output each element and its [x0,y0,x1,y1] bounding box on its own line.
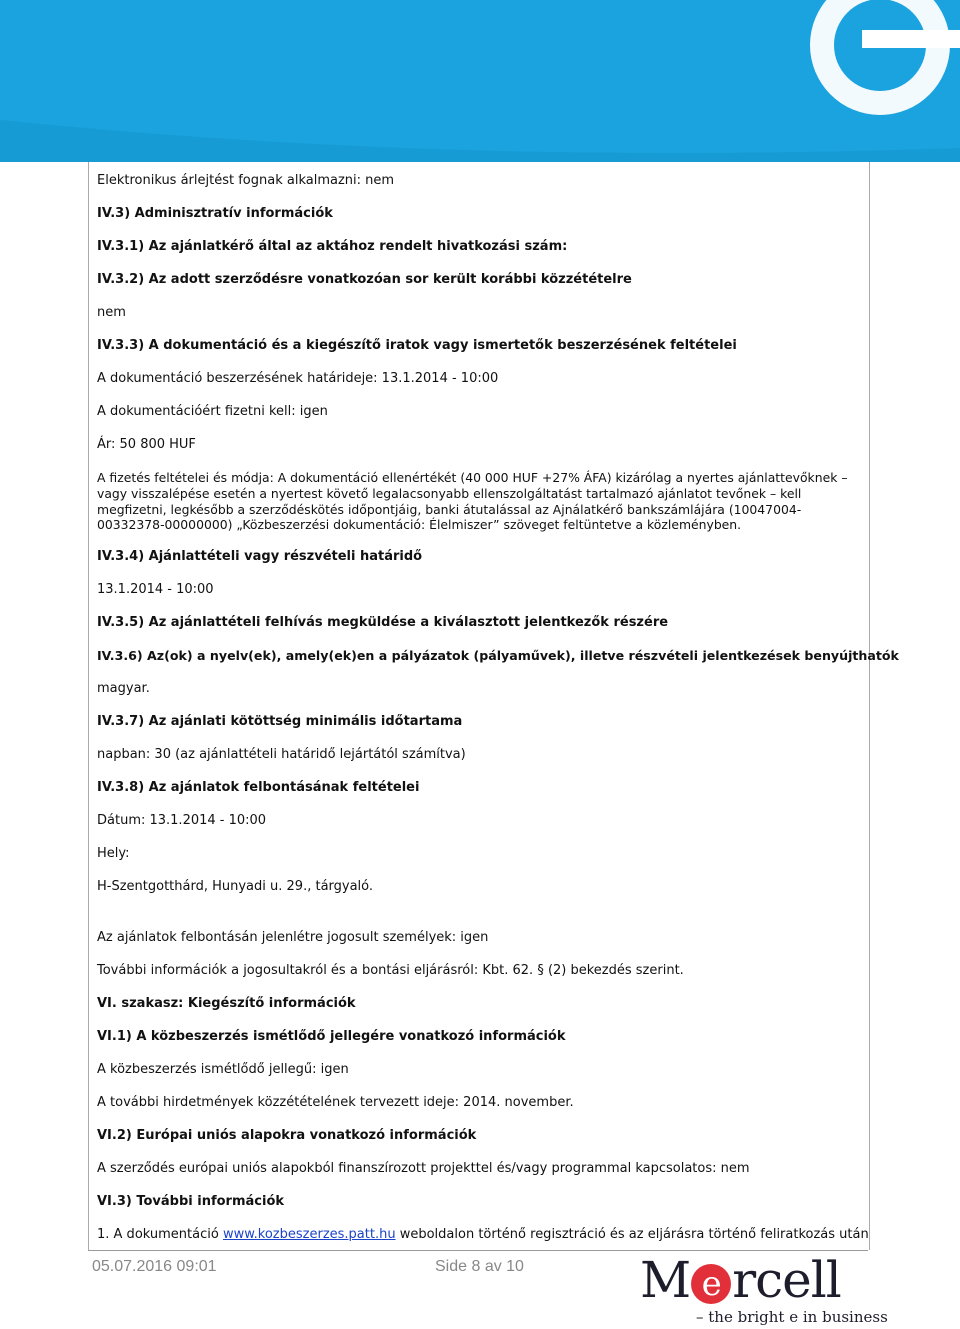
section-heading: VI.3) További információk [97,1194,285,1209]
section-heading: IV.3.2) Az adott szerződésre vonatkozóan sor került korábbi közzétételre [97,272,632,287]
text-line: Ár: 50 800 HUF [97,437,196,452]
text-line: magyar. [97,681,150,696]
content-frame [88,162,870,1250]
text-line: H-Szentgotthárd, Hunyadi u. 29., tárgyaló. [97,879,374,894]
text-line: Dátum: 13.1.2014 - 10:00 [97,813,267,828]
section-heading: VI.2) Európai uniós alapokra vonatkozó információk [97,1128,477,1143]
section-heading: VI.1) A közbeszerzés ismétlődő jellegére vonatkozó információk [97,1029,566,1044]
text-line: A szerződés európai uniós alapokból finanszírozott projekttel és/vagy programmal kapcsolatos: nem [97,1161,750,1176]
text-line: Elektronikus árlejtést fognak alkalmazni: nem [97,173,395,188]
footer-timestamp: 05.07.2016 09:01 [92,1258,217,1275]
section-heading: IV.3.5) Az ajánlattételi felhívás megküldése a kiválasztott jelentkezők részére [97,615,669,630]
header-banner [0,0,960,162]
section-heading: IV.3) Adminisztratív információk [97,206,333,221]
logo-tagline: – the bright e in business [696,1308,888,1326]
section-heading: IV.3.1) Az ajánlatkérő által az aktához rendelt hivatkozási szám: [97,239,568,254]
section-heading: VI. szakasz: Kiegészítő információk [97,996,356,1011]
section-heading: IV.3.6) Az(ok) a nyelv(ek), amely(ek)en a pályázatok (pályaművek), illetve részvételi jelentkezések benyújthatók [97,648,899,663]
text-fragment: weboldalon történő regisztráció és az eljárásra történő feliratkozás után [395,1227,869,1242]
text-line: A dokumentációért fizetni kell: igen [97,404,328,419]
text-line: A közbeszerzés ismétlődő jellegű: igen [97,1062,349,1077]
text-line: A dokumentáció beszerzésének határideje: 13.1.2014 - 10:00 [97,371,499,386]
section-heading: IV.3.8) Az ajánlatok felbontásának feltételei [97,780,420,795]
text-line: 13.1.2014 - 10:00 [97,582,214,597]
text-line: További információk a jogosultakról és a bontási eljárásról: Kbt. 62. § (2) bekezdés szerint. [97,963,684,978]
section-heading: IV.3.4) Ajánlattételi vagy részvételi határidő [97,549,423,564]
website-link[interactable]: www.kozbeszerzes.patt.hu [222,1227,396,1242]
text-line: Az ajánlatok felbontásán jelenlétre jogosult személyek: igen [97,930,489,945]
logo-letters: rcell [732,1251,841,1309]
logo-e-icon: e [691,1264,731,1304]
section-heading: IV.3.7) Az ajánlati kötöttség minimális időtartama [97,714,463,729]
marcell-logo [640,1251,888,1329]
text-line: nem [97,305,126,320]
text-fragment: 1. A dokumentáció [97,1227,223,1242]
logo-wordmark [640,1252,841,1308]
text-line: Hely: [97,846,130,861]
section-heading: IV.3.3) A dokumentáció és a kiegészítő iratok vagy ismertetők beszerzésének feltételei [97,338,737,353]
text-line: A további hirdetmények közzétételének tervezett ideje: 2014. november. [97,1095,574,1110]
logo-letter: M [640,1251,691,1309]
footer-page-number: Side 8 av 10 [435,1258,524,1275]
brand-swoosh-graphic [0,0,960,162]
payment-paragraph: A fizetés feltételei és módja: A dokumentáció ellenértékét (40 000 HUF +27% ÁFA) kizárólag a nyertes ajánlattevőknek – vagy visszalépése esetén a nyertest követő legalacsonyabb ellenszolgáltatást tartalmazó ajánlatot tevőnek – kell megfizetni, legkésőbb a szerződéskötés időpontjáig, banki átutalással az Ajnálatkérő bankszámlájára (10047004-00332378-00000000) „Közbeszerzési dokumentáció: Élelmiszer” szöveget feltüntetve a közleményben. [97,470,848,533]
text-line-with-link [97,1227,869,1243]
text-line: napban: 30 (az ajánlattételi határidő lejártától számítva) [97,747,466,762]
